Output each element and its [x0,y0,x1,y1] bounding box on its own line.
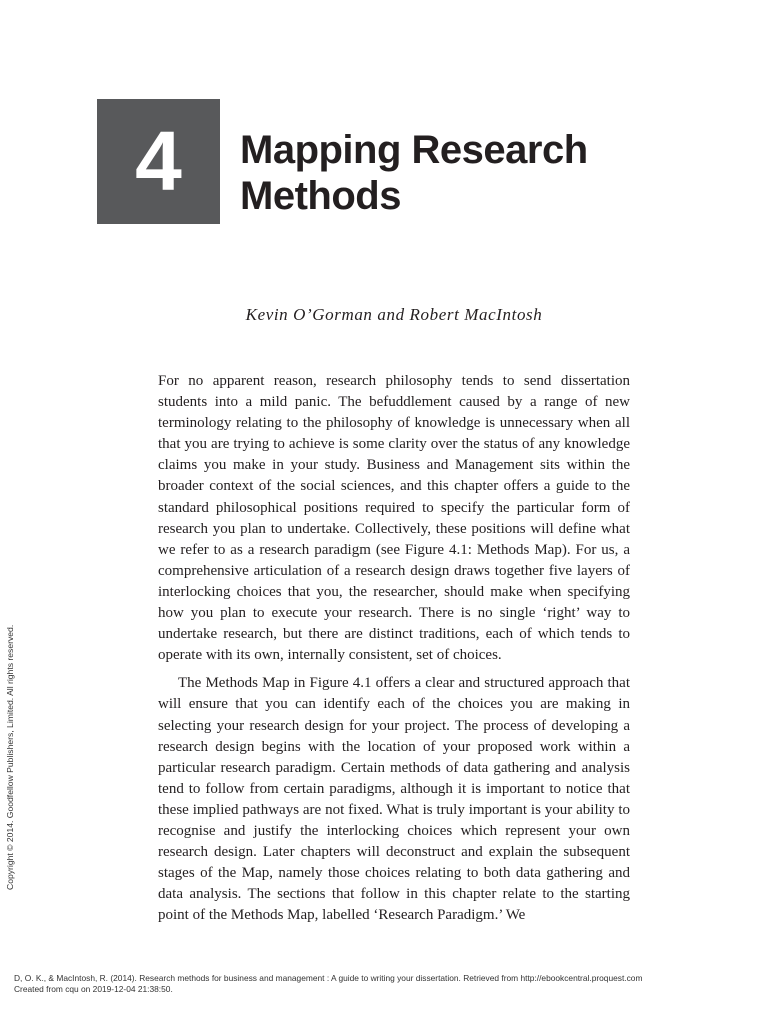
chapter-title [240,127,720,219]
chapter-title-line-2: Methods [240,174,401,218]
chapter-title-line-1: Mapping Research [240,128,588,172]
side-copyright-notice: Copyright © 2014. Goodfellow Publishers, Limited. All rights reserved. [5,624,15,890]
footer-citation [14,973,754,995]
chapter-number: 4 [135,114,182,208]
chapter-authors: Kevin O’Gorman and Robert MacIntosh [245,305,543,324]
paragraph-2: The Methods Map in Figure 4.1 offers a clear and structured approach that will ensure that you can identify each of the choices you are making in selecting your research design for your project. The process of developing a research design begins with the location of your proposed work within a particular research paradigm. Certain methods of data gathering and analysis tend to follow from certain paradigms, although it is important to notice that these implied pathways are not fixed. What is truly important is your ability to recognise and justify the interlocking choices which represent your own research design. Later chapters will deconstruct and explain the subsequent stages of the Map, namely those choices relating to both data gathering and data analysis. The sections that follow in this chapter relate to the starting point of the Methods Map, labelled ‘Research Paradigm.’ We [158,675,630,924]
created-text: Created from cqu on 2019-12-04 21:38:50. [14,984,173,994]
paragraph-1: For no apparent reason, research philosophy tends to send dissertation students into a mild panic. The befuddlement caused by a range of new terminology relating to the philosophy of knowledge is unnecessary when all that you are trying to achieve is some clarity over the status of any knowledge claims you make in your study. Business and Management sits within the broader context of the social sciences, and this chapter offers a guide to the standard philosophical positions required to specify the particular form of research you plan to undertake. Collectively, these positions will define what we refer to as a research paradigm (see Figure 4.1: Methods Map). For us, a comprehensive articulation of a research design draws together five layers of interlocking choices that you, the researcher, should make when specifying how you plan to execute your research. There is no single ‘right’ way to undertake research, but there are distinct traditions, each of which tends to operate with its own, internally consistent, set of choices. [158,373,630,664]
chapter-body [158,371,630,926]
citation-text: D, O. K., & MacIntosh, R. (2014). Research methods for business and management : A guide to writing your dissertation. Retrieved from http://ebookcentral.proquest.com [14,973,643,983]
chapter-number-box [97,99,220,224]
